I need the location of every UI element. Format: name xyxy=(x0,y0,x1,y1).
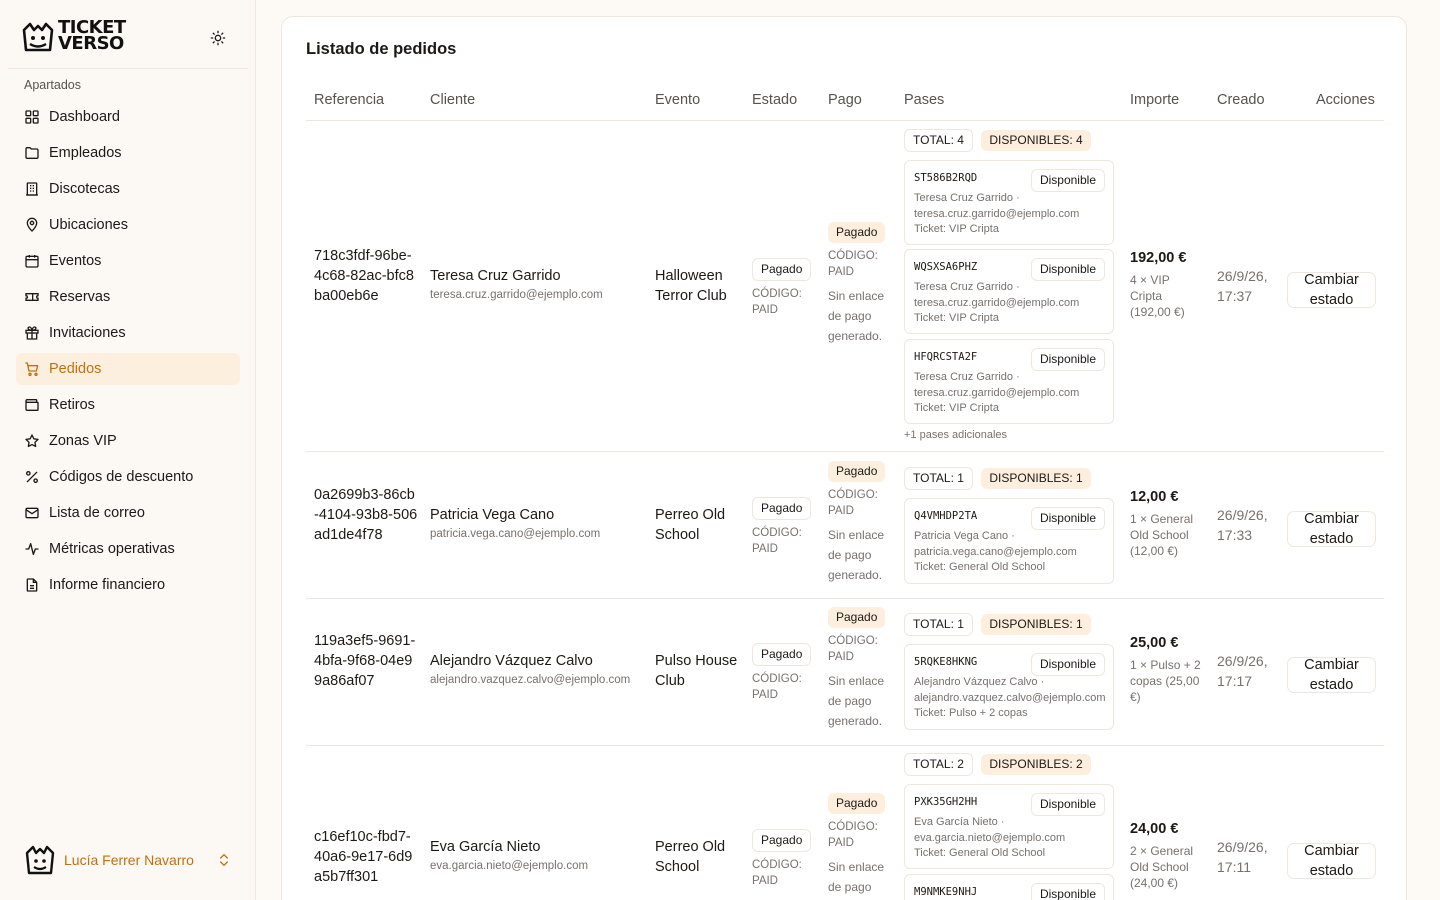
payment-code: CÓDIGO: PAID xyxy=(828,821,878,849)
status-code: CÓDIGO: PAID xyxy=(752,673,802,701)
pass-code: PXK35GH2HH xyxy=(914,796,978,808)
payment-badge: Pagado xyxy=(828,222,885,243)
pass-card[interactable] xyxy=(904,784,1114,869)
passes-cell xyxy=(904,613,1124,636)
created-date: 26/9/26, 17:37 xyxy=(1217,268,1268,304)
pass-status-badge: Disponible xyxy=(1031,653,1105,676)
sidebar-item-label: Discotecas xyxy=(49,181,120,197)
sidebar-item-zonas-vip[interactable] xyxy=(16,425,240,457)
orders-card xyxy=(281,16,1407,900)
amount-detail: 1 × Pulso + 2 copas (25,00 €) xyxy=(1130,658,1201,704)
passes-available-badge: DISPONIBLES: 1 xyxy=(981,614,1090,635)
status-cell xyxy=(752,643,811,703)
payment-code: CÓDIGO: PAID xyxy=(828,635,878,663)
client-name: Teresa Cruz Garrido xyxy=(430,268,561,284)
pass-status-badge: Disponible xyxy=(1031,883,1105,900)
percent-icon xyxy=(24,469,40,485)
pass-meta: Teresa Cruz Garrido · teresa.cruz.garrido@ejemplo.com Ticket: VIP Cripta xyxy=(914,281,1080,324)
col-header-created: Creado xyxy=(1217,92,1265,108)
client-email: teresa.cruz.garrido@ejemplo.com xyxy=(430,289,603,301)
client-cell xyxy=(430,505,600,543)
order-amount: 12,00 € xyxy=(1130,489,1179,505)
sidebar-nav xyxy=(16,101,240,605)
col-header-status: Estado xyxy=(752,92,798,108)
sidebar-item-label: Reservas xyxy=(49,289,111,305)
pass-status-badge: Disponible xyxy=(1031,793,1105,816)
passes-cell xyxy=(904,467,1124,490)
status-code: CÓDIGO: PAID xyxy=(752,527,802,555)
chevron-up-down-icon xyxy=(216,852,232,868)
client-cell xyxy=(430,837,588,875)
pass-card[interactable] xyxy=(904,249,1114,334)
amount-cell xyxy=(1130,633,1202,705)
status-code: CÓDIGO: PAID xyxy=(752,288,802,316)
sidebar-item-retiros[interactable] xyxy=(16,389,240,421)
passes-cell xyxy=(904,753,1124,776)
col-header-event: Evento xyxy=(655,92,701,108)
pass-code: Q4VMHDP2TA xyxy=(914,510,978,522)
event-name: Perreo Old School xyxy=(655,839,726,875)
passes-total-badge: TOTAL: 4 xyxy=(904,129,973,152)
sidebar-item-label: Eventos xyxy=(49,253,102,269)
sidebar-item-reservas[interactable] xyxy=(16,281,240,313)
pass-code: M9NMKE9NHJ xyxy=(914,886,978,898)
passes-available-badge: DISPONIBLES: 2 xyxy=(981,754,1090,775)
payment-cell xyxy=(828,793,892,897)
payment-cell xyxy=(828,222,892,346)
wallet-icon xyxy=(24,397,40,413)
created-date: 26/9/26, 17:33 xyxy=(1217,507,1268,543)
sidebar-item-empleados[interactable] xyxy=(16,137,240,169)
order-reference[interactable]: 119a3ef5-9691-4bfa-9f68-04e99a86af07 xyxy=(314,633,416,689)
sidebar xyxy=(0,0,256,900)
passes-available-badge: DISPONIBLES: 1 xyxy=(981,468,1090,489)
client-cell xyxy=(430,651,630,689)
change-status-button[interactable]: Cambiar estado xyxy=(1287,657,1376,693)
client-email: patricia.vega.cano@ejemplo.com xyxy=(430,528,601,540)
payment-cell xyxy=(828,607,892,731)
status-badge: Pagado xyxy=(752,497,811,520)
change-status-button[interactable]: Cambiar estado xyxy=(1287,511,1376,547)
pass-status-badge: Disponible xyxy=(1031,348,1105,371)
theme-toggle-button[interactable] xyxy=(206,26,230,50)
sidebar-divider xyxy=(8,68,248,69)
sidebar-item-label: Empleados xyxy=(49,145,122,161)
client-email: alejandro.vazquez.calvo@ejemplo.com xyxy=(430,674,631,686)
pass-card[interactable] xyxy=(904,498,1114,584)
passes-available-badge: DISPONIBLES: 4 xyxy=(981,130,1090,151)
col-header-ref: Referencia xyxy=(314,92,385,108)
status-code: CÓDIGO: PAID xyxy=(752,859,802,887)
sidebar-item-lista-correo[interactable] xyxy=(16,497,240,529)
payment-note: Sin enlace de pago generado. xyxy=(828,289,885,343)
col-header-payment: Pago xyxy=(828,92,862,108)
event-name: Pulso House Club xyxy=(655,653,738,689)
sidebar-item-ubicaciones[interactable] xyxy=(16,209,240,241)
sidebar-item-invitaciones[interactable] xyxy=(16,317,240,349)
logo[interactable] xyxy=(20,17,140,56)
payment-cell xyxy=(828,461,892,585)
star-icon xyxy=(24,433,40,449)
sidebar-item-codigos-descuento[interactable] xyxy=(16,461,240,493)
extra-passes-note: +1 pases adicionales xyxy=(904,429,1008,441)
payment-badge: Pagado xyxy=(828,461,885,482)
pass-meta: Teresa Cruz Garrido · teresa.cruz.garrido@ejemplo.com Ticket: VIP Cripta xyxy=(914,192,1080,235)
sidebar-item-label: Códigos de descuento xyxy=(49,469,194,485)
logo-text: TICKET VERSO xyxy=(58,17,126,54)
grid-icon xyxy=(24,109,40,125)
passes-total-badge: TOTAL: 2 xyxy=(904,753,973,776)
pass-card[interactable] xyxy=(904,644,1114,730)
client-name: Eva García Nieto xyxy=(430,839,541,855)
payment-code: CÓDIGO: PAID xyxy=(828,489,878,517)
gift-icon xyxy=(24,325,40,341)
sidebar-item-discotecas[interactable] xyxy=(16,173,240,205)
user-avatar-icon xyxy=(22,842,58,878)
change-status-button[interactable]: Cambiar estado xyxy=(1287,272,1376,308)
calendar-icon xyxy=(24,253,40,269)
mail-icon xyxy=(24,505,40,521)
building-icon xyxy=(24,181,40,197)
order-amount: 192,00 € xyxy=(1130,250,1187,266)
sidebar-item-pedidos[interactable] xyxy=(16,353,240,385)
status-badge: Pagado xyxy=(752,643,811,666)
ticket-icon xyxy=(24,289,40,305)
folder-icon xyxy=(24,145,40,161)
pass-card[interactable] xyxy=(904,160,1114,245)
payment-note: Sin enlace de pago generado. xyxy=(828,528,885,582)
client-name: Alejandro Vázquez Calvo xyxy=(430,653,593,669)
payment-note: Sin enlace de pago generado. xyxy=(828,674,885,728)
sun-icon xyxy=(210,30,226,46)
sidebar-item-informe-financiero[interactable] xyxy=(16,569,240,601)
created-date: 26/9/26, 17:17 xyxy=(1217,653,1268,689)
table-header xyxy=(306,83,1384,121)
table-row xyxy=(306,599,1384,746)
pass-code: HFQRCSTA2F xyxy=(914,351,978,363)
created-date: 26/9/26, 17:11 xyxy=(1217,839,1268,875)
pass-meta: Patricia Vega Cano · patricia.vega.cano@ejemplo.com Ticket: General Old School xyxy=(914,530,1077,573)
status-cell xyxy=(752,497,811,557)
sidebar-item-label: Invitaciones xyxy=(49,325,126,341)
col-header-actions: Acciones xyxy=(1316,92,1375,108)
pass-code: WQSXSA6PHZ xyxy=(914,261,978,273)
pass-card[interactable] xyxy=(904,339,1114,424)
client-cell xyxy=(430,266,603,304)
client-email: eva.garcia.nieto@ejemplo.com xyxy=(430,860,589,872)
client-name: Patricia Vega Cano xyxy=(430,507,555,523)
status-cell xyxy=(752,829,811,889)
amount-cell xyxy=(1130,487,1202,559)
sidebar-item-label: Métricas operativas xyxy=(49,541,175,557)
sidebar-item-label: Dashboard xyxy=(49,109,120,125)
sidebar-item-label: Ubicaciones xyxy=(49,217,128,233)
amount-detail: 4 × VIP Cripta (192,00 €) xyxy=(1130,273,1185,319)
status-badge: Pagado xyxy=(752,829,811,852)
pass-meta: Eva García Nieto · eva.garcia.nieto@ejemplo.com Ticket: General Old School xyxy=(914,816,1066,859)
pass-code: 5RQKE8HKNG xyxy=(914,656,978,668)
change-status-button[interactable]: Cambiar estado xyxy=(1287,843,1376,879)
order-reference[interactable]: 718c3fdf-96be-4c68-82ac-bfc8ba00eb6e xyxy=(314,248,414,304)
amount-detail: 1 × General Old School (12,00 €) xyxy=(1130,512,1194,558)
pass-meta: Alejandro Vázquez Calvo · alejandro.vazquez.calvo@ejemplo.com Ticket: Pulso + 2 copas xyxy=(914,676,1106,719)
sidebar-item-dashboard[interactable] xyxy=(16,101,240,133)
sidebar-item-metricas[interactable] xyxy=(16,533,240,565)
payment-badge: Pagado xyxy=(828,607,885,628)
page-title: Listado de pedidos xyxy=(306,40,457,58)
pass-status-badge: Disponible xyxy=(1031,507,1105,530)
file-icon xyxy=(24,577,40,593)
passes-total-badge: TOTAL: 1 xyxy=(904,613,973,636)
sidebar-item-label: Lista de correo xyxy=(49,505,145,521)
payment-badge: Pagado xyxy=(828,793,885,814)
map-pin-icon xyxy=(24,217,40,233)
pass-code: ST586B2RQD xyxy=(914,172,978,184)
user-menu[interactable] xyxy=(16,838,240,882)
payment-code: CÓDIGO: PAID xyxy=(828,250,878,278)
cart-icon xyxy=(24,361,40,377)
order-amount: 24,00 € xyxy=(1130,821,1179,837)
amount-detail: 2 × General Old School (24,00 €) xyxy=(1130,844,1194,890)
amount-cell xyxy=(1130,248,1202,320)
table-row xyxy=(306,121,1384,452)
sidebar-item-eventos[interactable] xyxy=(16,245,240,277)
col-header-amount: Importe xyxy=(1130,92,1180,108)
passes-total-badge: TOTAL: 1 xyxy=(904,467,973,490)
event-name: Halloween Terror Club xyxy=(655,268,727,304)
passes-cell xyxy=(904,129,1124,152)
activity-icon xyxy=(24,541,40,557)
sidebar-item-label: Retiros xyxy=(49,397,95,413)
order-reference[interactable]: c16ef10c-fbd7-40a6-9e17-6d9a5b7ff301 xyxy=(314,829,413,885)
amount-cell xyxy=(1130,819,1202,891)
pass-meta: Teresa Cruz Garrido · teresa.cruz.garrido@ejemplo.com Ticket: VIP Cripta xyxy=(914,371,1080,414)
sidebar-item-label: Zonas VIP xyxy=(49,433,117,449)
pass-status-badge: Disponible xyxy=(1031,169,1105,192)
table-row xyxy=(306,746,1384,900)
order-reference[interactable]: 0a2699b3-86cb-4104-93b8-506ad1de4f78 xyxy=(314,487,418,543)
status-badge: Pagado xyxy=(752,258,811,281)
col-header-client: Cliente xyxy=(430,92,476,108)
ticketverso-logo-icon xyxy=(20,20,56,56)
sidebar-item-label: Pedidos xyxy=(49,361,102,377)
pass-card[interactable] xyxy=(904,874,1114,900)
user-name: Lucía Ferrer Navarro xyxy=(64,852,194,868)
col-header-passes: Pases xyxy=(904,92,945,108)
payment-note: Sin enlace de pago xyxy=(828,860,885,894)
sidebar-item-label: Informe financiero xyxy=(49,577,166,593)
sidebar-section-label: Apartados xyxy=(24,78,81,92)
status-cell xyxy=(752,258,811,318)
table-row xyxy=(306,452,1384,599)
pass-status-badge: Disponible xyxy=(1031,258,1105,281)
logo-row xyxy=(16,18,240,58)
order-amount: 25,00 € xyxy=(1130,635,1179,651)
event-name: Perreo Old School xyxy=(655,507,726,543)
